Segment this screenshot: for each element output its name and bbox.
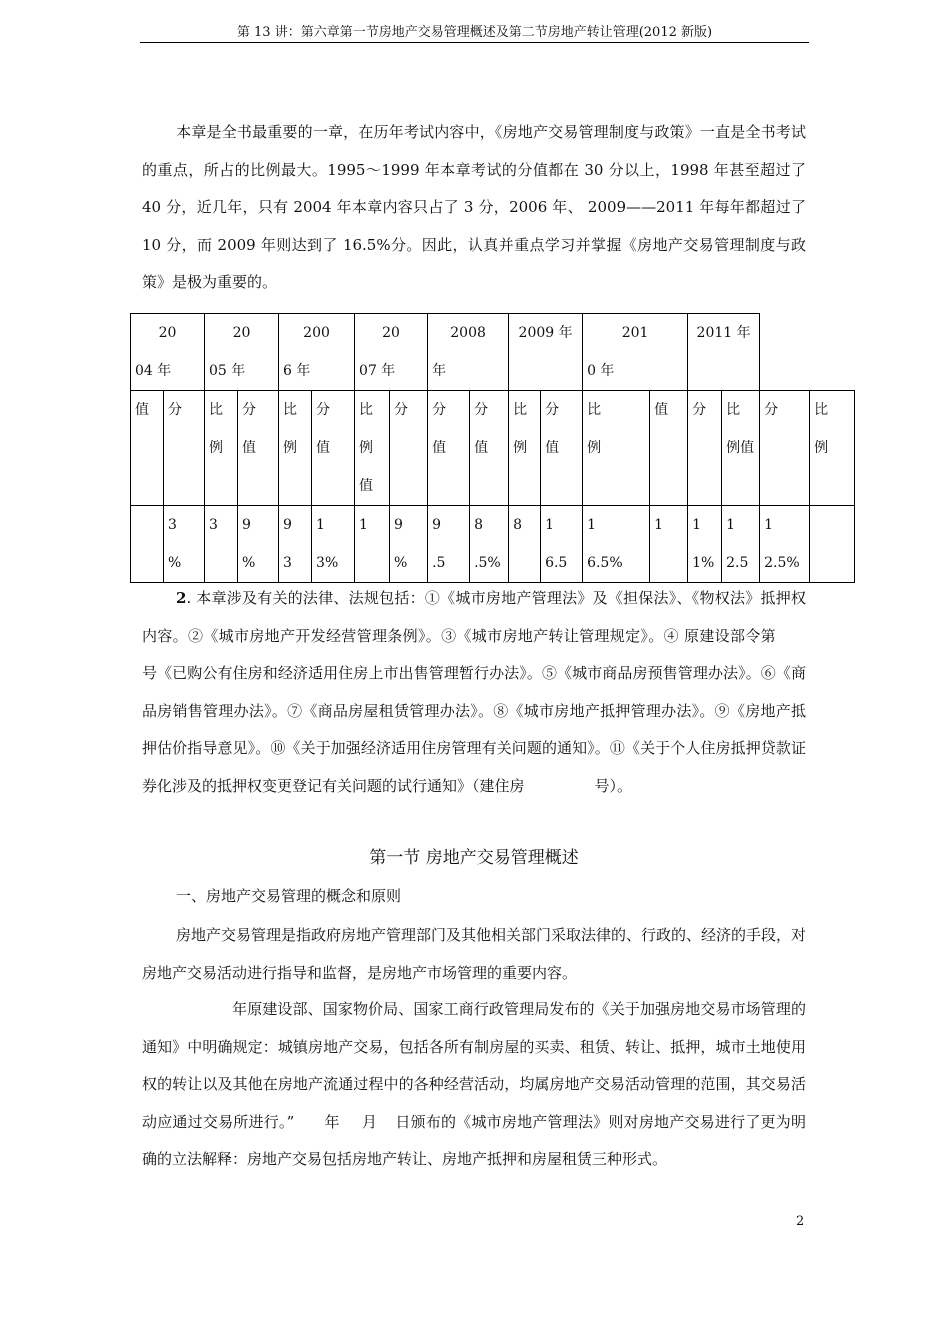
- sub-header-cell-top: 比: [726, 402, 741, 418]
- sub-header-cell: [650, 391, 688, 506]
- value-cell-top: 1: [726, 517, 736, 533]
- sub-header-cell: [355, 391, 390, 506]
- sub-header-cell-bottom: 值: [316, 440, 331, 456]
- definition-text: 房地产交易管理是指政府房地产管理部门及其他相关部门采取法律的、行政的、经济的手段，对房地产交易活动进行指导和监督，是房地产市场管理的重要内容。: [142, 926, 807, 982]
- year-cell-top: 201: [621, 325, 649, 341]
- sub-header-cell: [279, 391, 312, 506]
- sub-header-cell-top: 分: [764, 402, 779, 418]
- value-cell: [722, 506, 760, 583]
- year-cell-bottom: 0 年: [587, 363, 615, 379]
- year-cell-bottom: 年: [432, 363, 447, 379]
- value-cell-bottom: %: [168, 555, 182, 571]
- value-cell-top: 9: [394, 517, 403, 533]
- sub-header-cell-bottom: 例值: [726, 440, 755, 456]
- sub-header-cell: [470, 391, 509, 506]
- value-cell: [355, 506, 390, 583]
- value-cell-top: 3: [168, 517, 177, 533]
- notice-month: 月: [361, 1112, 378, 1131]
- value-cell: [131, 506, 164, 583]
- sub-header-cell: [131, 391, 164, 506]
- subsection-heading: [142, 881, 806, 911]
- value-cell-bottom: .5: [432, 555, 446, 571]
- value-cell: [279, 506, 312, 583]
- value-cell-top: 1: [545, 517, 554, 533]
- sub-header-cell: [541, 391, 583, 506]
- sub-header-cell: [509, 391, 541, 506]
- year-cell: [205, 314, 279, 391]
- value-cell-bottom: 3: [283, 555, 292, 571]
- intro-paragraph: [142, 114, 806, 302]
- notice-paragraph: [142, 991, 806, 1179]
- year-cell-top: 20: [232, 325, 251, 341]
- table-value-row: [131, 506, 855, 583]
- value-cell-bottom: %: [394, 555, 408, 571]
- sub-header-cell: [164, 391, 205, 506]
- value-cell-top: 1: [316, 517, 325, 533]
- section-title: 第一节 房地产交易管理概述: [369, 848, 579, 868]
- sub-header-cell: [390, 391, 428, 506]
- value-cell: [760, 506, 810, 583]
- year-cell-bottom: 6 年: [283, 363, 311, 379]
- sub-header-cell-bottom: 值: [135, 402, 149, 418]
- value-cell-top: 8: [513, 517, 522, 533]
- value-cell-top: 8: [474, 517, 483, 533]
- table-sub-row: [131, 391, 855, 506]
- sub-header-cell-top: 分: [242, 402, 257, 418]
- value-cell-top: 9: [432, 517, 441, 533]
- subsection-heading-text: 一、房地产交易管理的概念和原则: [176, 887, 402, 905]
- sub-header-cell-top: 分: [692, 402, 707, 418]
- value-cell: [428, 506, 470, 583]
- sub-header-cell: [583, 391, 650, 506]
- value-cell-bottom: .5%: [474, 555, 501, 571]
- value-cell: [470, 506, 509, 583]
- year-cell-top: 200: [303, 325, 330, 341]
- table-year-row: [131, 314, 855, 391]
- year-cell: [583, 314, 688, 391]
- laws-text-3: 号）。: [594, 776, 633, 795]
- value-cell: [583, 506, 650, 583]
- header-rule: [140, 42, 809, 43]
- sub-header-cell: [722, 391, 760, 506]
- sub-header-cell-bottom: 例: [814, 440, 829, 456]
- value-cell-bottom: %: [242, 555, 256, 571]
- sub-header-cell-top: 比: [587, 402, 602, 418]
- value-cell: [810, 506, 855, 583]
- value-cell-top: 1: [359, 517, 368, 533]
- score-table: [130, 313, 855, 583]
- year-cell: [688, 314, 760, 391]
- value-cell-bottom: 6.5: [545, 555, 568, 571]
- value-cell-bottom: 1%: [692, 555, 715, 571]
- sub-header-cell: [205, 391, 238, 506]
- sub-header-cell-bottom: 例: [283, 440, 298, 456]
- sub-header-cell-bottom: 值: [654, 402, 669, 418]
- sub-header-cell: [428, 391, 470, 506]
- value-cell: [312, 506, 355, 583]
- sub-header-cell: [760, 391, 810, 506]
- page-number: 2: [796, 1214, 805, 1229]
- year-cell-bottom: 04 年: [135, 363, 172, 379]
- value-cell-top: 1: [692, 517, 702, 533]
- notice-text-2: 日颁布的《城市房地产管理法》则对房地产交易进行了更为明确的立法解释：房地产交易包括房地产转让、房地产抵押和房屋租赁三种形式。: [142, 1112, 806, 1168]
- sub-header-cell-top: 比: [209, 402, 224, 418]
- sub-header-cell-bottom: 例: [513, 440, 528, 456]
- sub-header-cell-top: 分: [432, 402, 447, 418]
- year-cell: [428, 314, 509, 391]
- value-cell: [509, 506, 541, 583]
- notice-year: 年: [324, 1112, 340, 1131]
- laws-text-2: 号《已购公有住房和经济适用住房上市出售管理暂行办法》。⑤《城市商品房预售管理办法》。⑥《商品房销售管理办法》。⑦《商品房屋租赁管理办法》。⑧《城市房地产抵押管理办法》。⑨《房地产抵押估价指导意见》。⑩《关于加强经济适用住房管理有关问题的通知》。⑪《关于个人住房抵押贷款证券化涉及的抵押权变更登记有关问题的试行通知》（建住房: [142, 664, 806, 795]
- sub-header-cell-bottom: 值: [242, 440, 257, 456]
- value-cell-bottom: 2.5: [726, 555, 749, 571]
- value-cell-top: 1: [587, 517, 596, 533]
- sub-header-cell-top: 分: [545, 402, 560, 418]
- year-cell-bottom: 07 年: [359, 363, 396, 379]
- value-cell: [650, 506, 688, 583]
- running-header: 第 13 讲：第六章第一节房地产交易管理概述及第二节房地产转让管理(2012 新版): [236, 25, 713, 40]
- sub-header-cell: [312, 391, 355, 506]
- sub-header-cell-top: 分: [168, 402, 182, 418]
- sub-header-cell: [688, 391, 722, 506]
- sub-header-cell-bottom: 值: [545, 440, 560, 456]
- sub-header-cell-bottom: 例值: [359, 440, 374, 494]
- value-cell: [390, 506, 428, 583]
- value-cell: [541, 506, 583, 583]
- value-cell-bottom: 2.5%: [764, 555, 800, 571]
- laws-text-1: . 本章涉及有关的法律、法规包括：①《城市房地产管理法》及《担保法》、《物权法》抵押权内容。②《城市房地产开发经营管理条例》。③《城市房地产转让管理规定》。④ 原建设部令第: [142, 589, 806, 645]
- intro-text: 本章是全书最重要的一章，在历年考试内容中，《房地产交易管理制度与政策》一直是全书考试的重点，所占的比例最大。1995～1999 年本章考试的分值都在 30 分以上，1998 年甚至超过了 40 分，近几年，只有 2004 年本章内容只占了 3 分，2006 年、 2009——2011 年每年都超过了 10 分，而 2009 年则达到了 16.5%分。因此，认真并重点学习并掌握《房地产交易管理制度与政策》是极为重要的。: [142, 123, 806, 291]
- year-cell-top: 2009 年: [518, 325, 573, 341]
- year-cell-top: 2008: [450, 325, 486, 341]
- year-cell: [131, 314, 205, 391]
- value-cell-top: 9: [242, 517, 251, 533]
- sub-header-cell-top: 分: [394, 402, 409, 418]
- value-cell: [205, 506, 238, 583]
- year-cell-top: 20: [158, 325, 177, 341]
- value-cell-bottom: 6.5%: [587, 555, 623, 571]
- year-cell: [509, 314, 583, 391]
- sub-header-cell: [810, 391, 855, 506]
- value-cell-top: 9: [283, 517, 292, 533]
- sub-header-cell-top: 比: [814, 402, 829, 418]
- sub-header-cell-top: 分: [474, 402, 489, 418]
- value-cell-bottom: 3%: [316, 555, 339, 571]
- value-cell-top: 1: [764, 517, 774, 533]
- year-cell: [355, 314, 428, 391]
- value-cell: [688, 506, 722, 583]
- sub-header-cell-top: 比: [513, 402, 528, 418]
- year-cell-top: 20: [382, 325, 400, 341]
- sub-header-cell-top: 分: [316, 402, 331, 418]
- laws-number: 2: [176, 589, 187, 607]
- year-cell-bottom: 05 年: [209, 363, 246, 379]
- value-cell: [164, 506, 205, 583]
- year-cell-top: 2011 年: [696, 325, 751, 341]
- sub-header-cell-top: 比: [283, 402, 298, 418]
- notice-text-1: 年原建设部、国家物价局、国家工商行政管理局发布的《关于加强房地交易市场管理的通知》中明确规定：城镇房地产交易，包括各所有制房屋的买卖、租赁、转让、抵押，城市土地使用权的转让以及其他在房地产流通过程中的各种经营活动，均属房地产交易活动管理的范围，其交易活动应通过交易所进行。”: [142, 1000, 806, 1131]
- sub-header-cell: [238, 391, 279, 506]
- value-cell-bottom: 1: [654, 517, 663, 533]
- laws-paragraph: [142, 580, 806, 805]
- sub-header-cell-bottom: 值: [432, 440, 447, 456]
- sub-header-cell-top: 比: [359, 402, 374, 418]
- year-cell: [279, 314, 355, 391]
- sub-header-cell-bottom: 值: [474, 440, 489, 456]
- value-cell-top: 3: [209, 517, 218, 533]
- sub-header-cell-bottom: 例: [209, 440, 224, 456]
- sub-header-cell-bottom: 例: [587, 440, 602, 456]
- value-cell: [238, 506, 279, 583]
- definition-paragraph: [142, 917, 806, 992]
